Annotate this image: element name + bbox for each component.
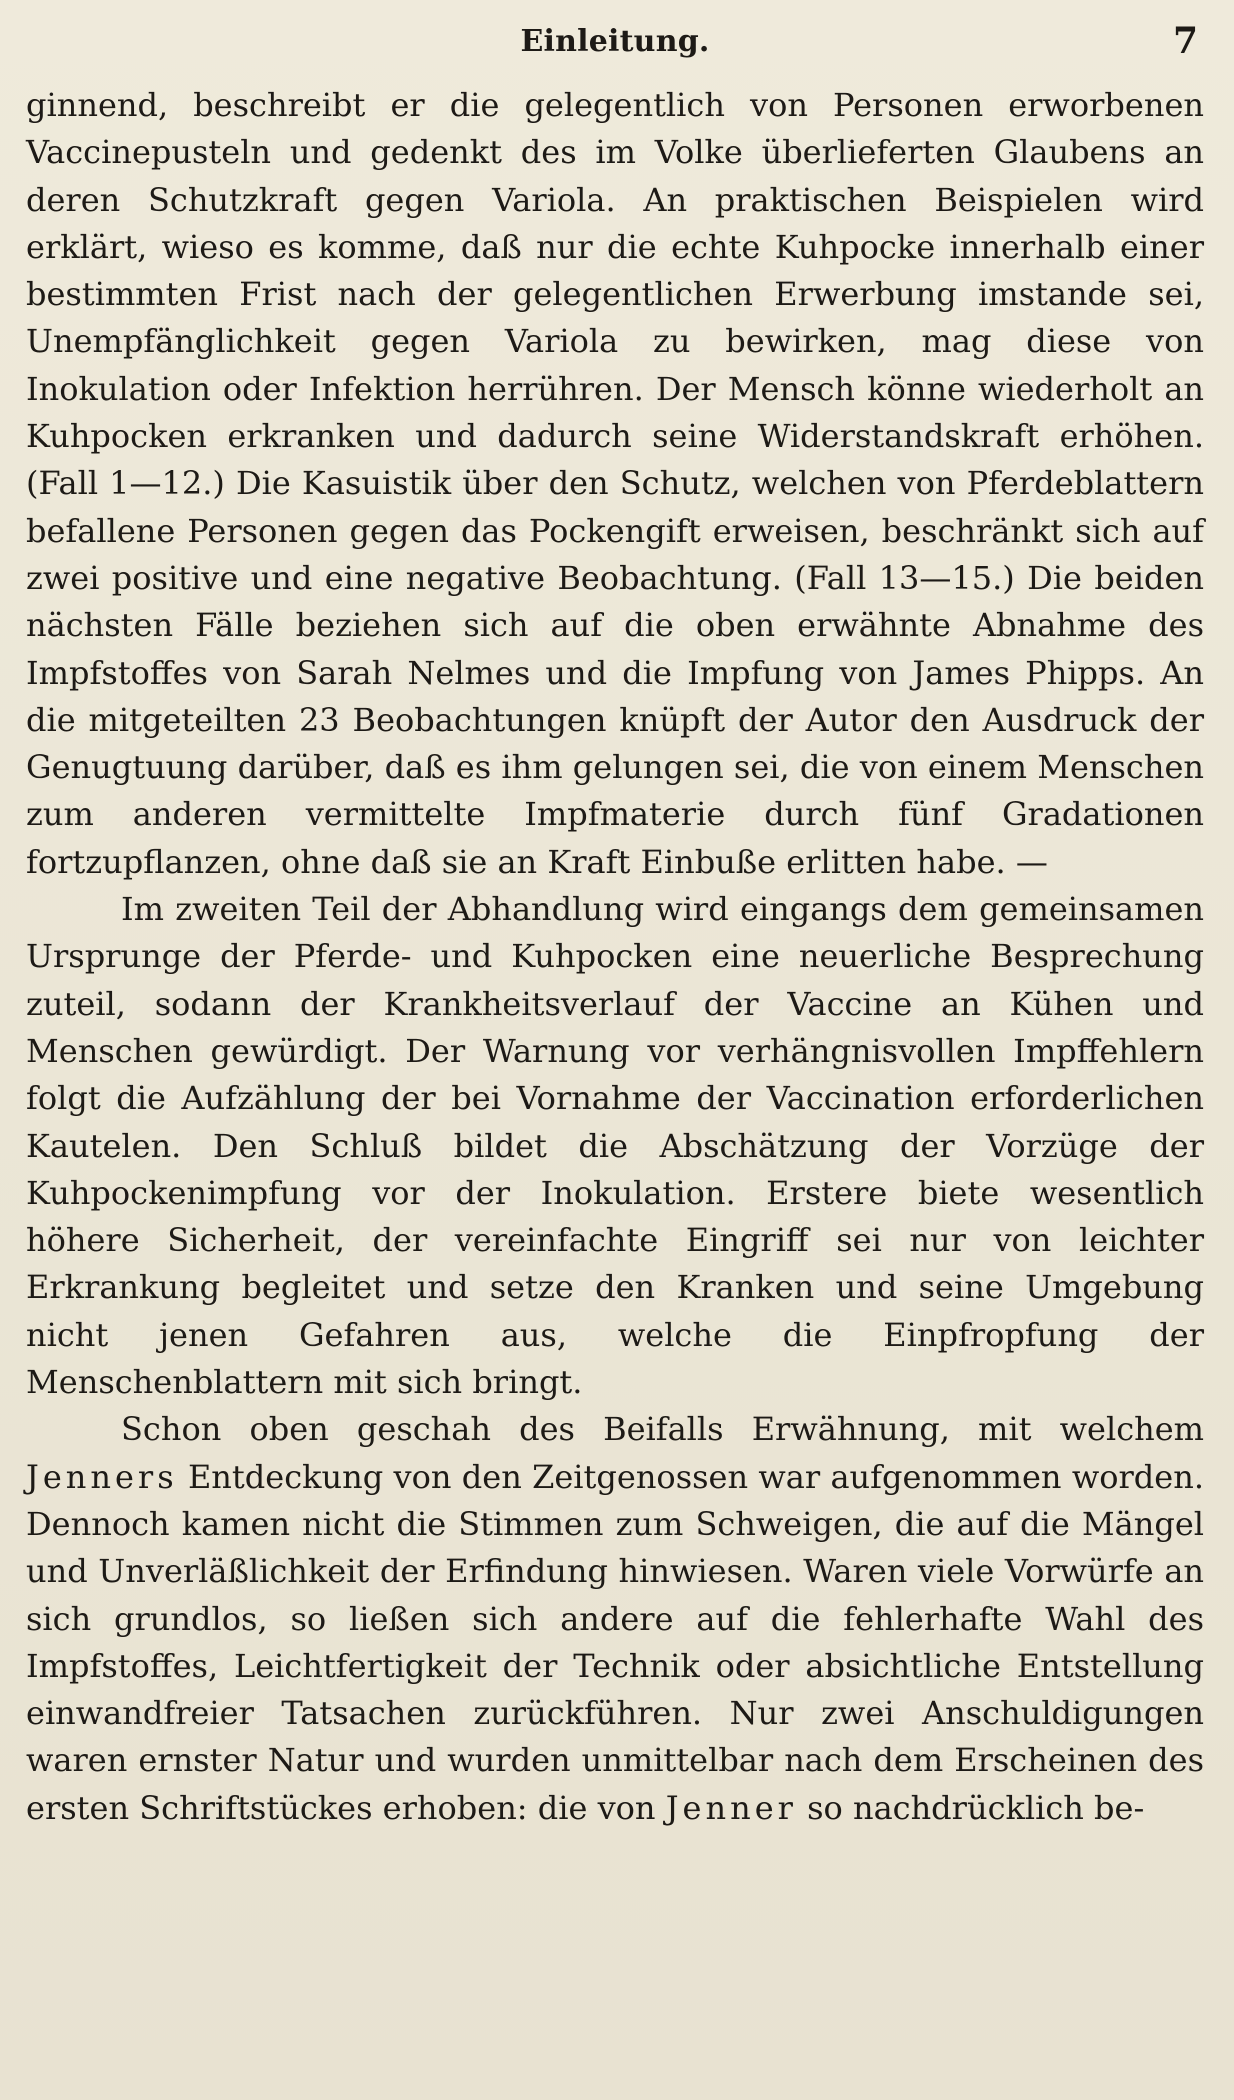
page-number: 7 bbox=[1172, 20, 1198, 62]
paragraph-3-run: Entdeckung von den Zeitgenossen war aufgenommen worden. Dennoch kamen nicht die Stimmen zum Schweigen, die auf die Mängel und Unverläßlichkeit der Erfindung hinwiesen. Waren viele Vorwürfe an sich grundlos, so ließen sich andere auf die fehlerhafte Wahl des Impfstoffes, Leichtfertigkeit der Technik oder absichtliche Entstellung einwandfreier Tatsachen zurückführen. Nur zwei Anschuldigungen waren ernster Natur und wurden unmittelbar nach dem Erscheinen des ersten Schriftstückes erhoben: die von bbox=[26, 1457, 1204, 1827]
paragraph-1: ginnend, beschreibt er die gelegentlich von Personen erworbenen Vaccinepusteln und gedenkt des im Volke überlieferten Glaubens an deren Schutzkraft gegen Variola. An praktischen Beispielen wird erklärt, wieso es komme, daß nur die echte Kuhpocke innerhalb einer bestimmten Frist nach der gelegentlichen Erwerbung imstande sei, Unempfänglichkeit gegen Variola zu bewirken, mag diese von Inokulation oder Infektion herrühren. Der Mensch könne wiederholt an Kuhpocken erkranken und dadurch seine Widerstandskraft erhöhen. (Fall 1—12.) Die Kasuistik über den Schutz, welchen von Pferdeblattern befallene Personen gegen das Pockengift erweisen, beschränkt sich auf zwei positive und eine negative Beobachtung. (Fall 13—15.) Die beiden nächsten Fälle beziehen sich auf die oben erwähnte Abnahme des Impfstoffes von Sarah Nelmes und die Impfung von James Phipps. An die mitgeteilten 23 Beobachtungen knüpft der Autor den Ausdruck der Genugtuung darüber, daß es ihm gelungen sei, die von einem Menschen zum anderen vermittelte Impfmaterie durch fünf Gradationen fortzupflanzen, ohne daß sie an Kraft Einbuße erlitten habe. — bbox=[26, 86, 1204, 881]
body-text bbox=[26, 82, 1204, 1832]
running-head-title: Einleitung. bbox=[520, 24, 710, 59]
running-head bbox=[26, 18, 1204, 76]
author-name-spaced: Jenner bbox=[665, 1788, 797, 1827]
paragraph-3-run: Schon oben geschah des Beifalls Erwähnung, mit welchem bbox=[121, 1410, 1204, 1449]
author-name-spaced: Jenners bbox=[26, 1457, 178, 1496]
paragraph-2: Im zweiten Teil der Abhandlung wird eingangs dem gemeinsamen Ursprunge der Pferde- und Kuhpocken eine neuerliche Besprechung zuteil, sodann der Krankheitsverlauf der Vaccine an Kühen und Menschen gewürdigt. Der Warnung vor verhängnisvollen Impffehlern folgt die Aufzählung der bei Vornahme der Vaccination erforderlichen Kautelen. Den Schluß bildet die Abschätzung der Vorzüge der Kuhpockenimpfung vor der Inokulation. Erstere biete wesentlich höhere Sicherheit, der vereinfachte Eingriff sei nur von leichter Erkrankung begleitet und setze den Kranken und seine Umgebung nicht jenen Gefahren aus, welche die Einpfropfung der Menschenblattern mit sich bringt. bbox=[26, 890, 1204, 1402]
paragraph-3 bbox=[26, 1406, 1204, 1832]
paragraph-3-run: so nachdrücklich be- bbox=[796, 1788, 1145, 1827]
